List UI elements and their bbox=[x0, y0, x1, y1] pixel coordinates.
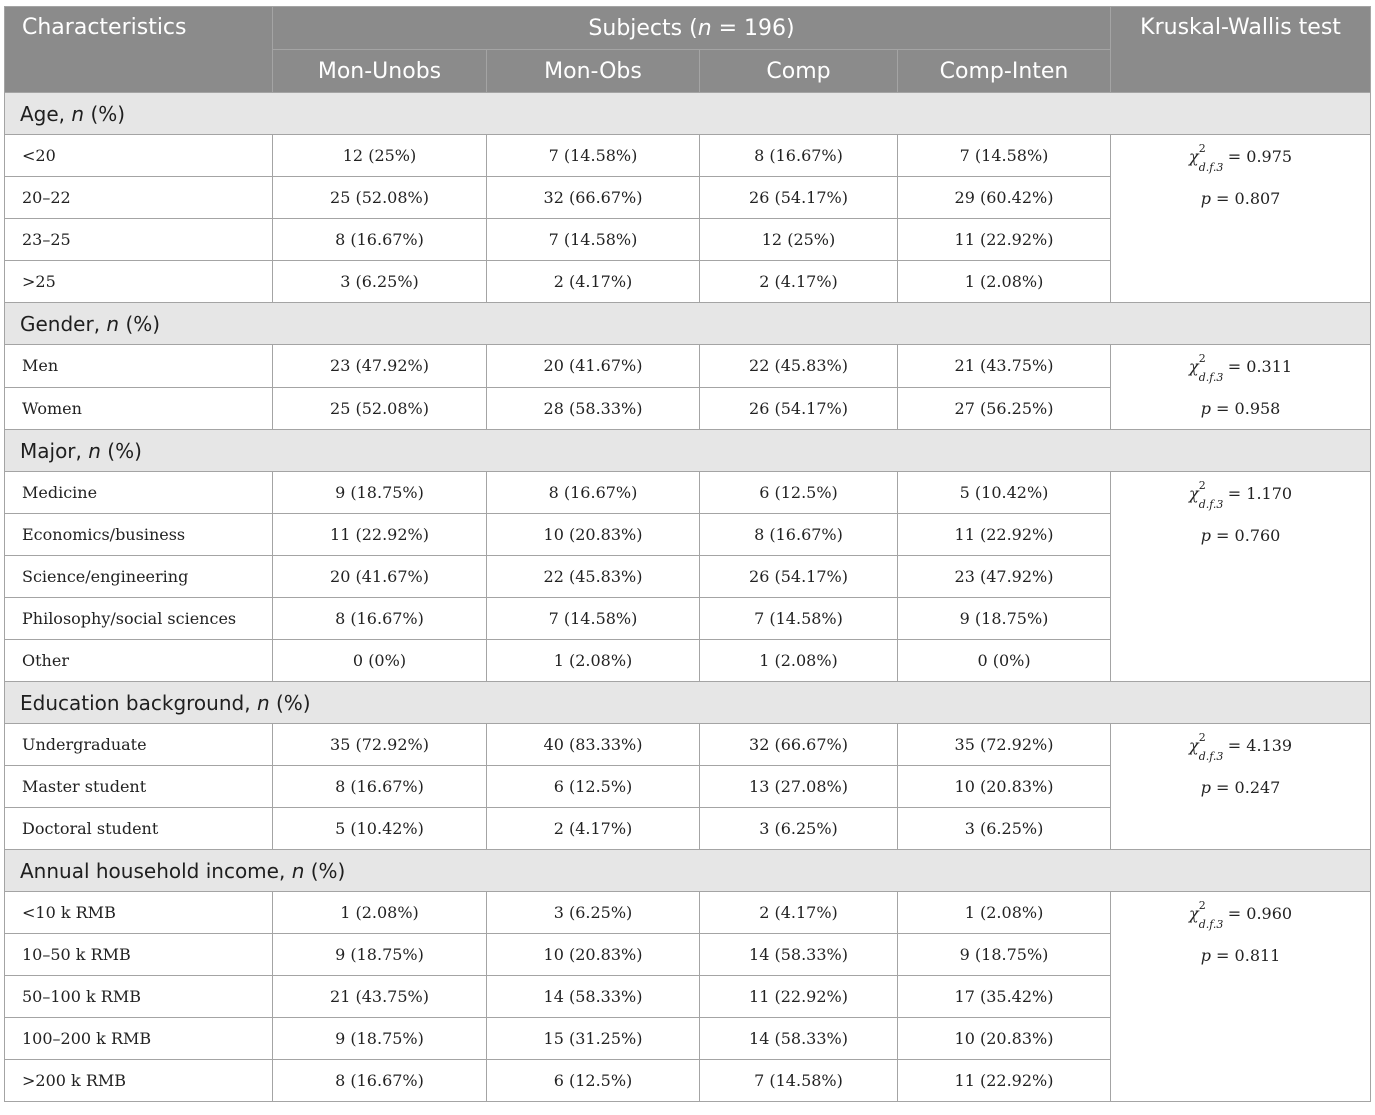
cell-value: 11 (22.92%) bbox=[898, 514, 1111, 556]
cell-value: 25 (52.08%) bbox=[273, 387, 487, 430]
cell-value: 22 (45.83%) bbox=[487, 556, 700, 598]
cell-value: 8 (16.67%) bbox=[487, 472, 700, 514]
characteristics-header: Characteristics bbox=[5, 7, 273, 93]
cell-value: 10 (20.83%) bbox=[487, 934, 700, 976]
section-header-row bbox=[5, 93, 1371, 135]
section-title-suffix: (%) bbox=[100, 438, 142, 463]
cell-value: 11 (22.92%) bbox=[700, 976, 898, 1018]
subjects-n: n bbox=[697, 15, 712, 41]
cell-value: 3 (6.25%) bbox=[700, 808, 898, 850]
cell-value: 29 (60.42%) bbox=[898, 177, 1111, 219]
chi-subscript: d.f.3 bbox=[1198, 749, 1224, 763]
chi-superscript: 2 bbox=[1198, 730, 1206, 744]
chi-square-statistic bbox=[1111, 135, 1370, 177]
p-value-number: = 0.811 bbox=[1210, 946, 1281, 965]
p-value-number: = 0.760 bbox=[1210, 526, 1281, 545]
chi-symbol: χ bbox=[1189, 357, 1199, 376]
p-label: p bbox=[1200, 946, 1211, 965]
cell-value: 27 (56.25%) bbox=[898, 387, 1111, 430]
cell-value: 12 (25%) bbox=[273, 135, 487, 177]
row-label: Other bbox=[5, 640, 273, 682]
chi-value: = 0.311 bbox=[1222, 357, 1293, 376]
section-title-n: n bbox=[88, 438, 101, 463]
row-label: 20–22 bbox=[5, 177, 273, 219]
cell-value: 26 (54.17%) bbox=[700, 387, 898, 430]
section-header-row bbox=[5, 850, 1371, 892]
p-label: p bbox=[1200, 399, 1211, 418]
chi-subscript: d.f.3 bbox=[1198, 917, 1224, 931]
chi-square-statistic bbox=[1111, 472, 1370, 514]
cell-value: 9 (18.75%) bbox=[273, 1018, 487, 1060]
group-header-comp: Comp bbox=[700, 50, 898, 93]
chi-square-statistic bbox=[1111, 345, 1370, 387]
cell-value: 20 (41.67%) bbox=[487, 345, 700, 388]
chi-superscript: 2 bbox=[1198, 478, 1206, 492]
kruskal-wallis-result bbox=[1111, 345, 1371, 430]
cell-value: 23 (47.92%) bbox=[273, 345, 487, 388]
p-value bbox=[1111, 387, 1370, 429]
cell-value: 5 (10.42%) bbox=[273, 808, 487, 850]
chi-square-statistic bbox=[1111, 724, 1370, 766]
row-label: Master student bbox=[5, 766, 273, 808]
row-label: Doctoral student bbox=[5, 808, 273, 850]
cell-value: 3 (6.25%) bbox=[487, 892, 700, 934]
section-title-suffix: (%) bbox=[269, 690, 311, 715]
kruskal-wallis-result bbox=[1111, 892, 1371, 1102]
cell-value: 40 (83.33%) bbox=[487, 724, 700, 766]
cell-value: 11 (22.92%) bbox=[898, 219, 1111, 261]
cell-value: 26 (54.17%) bbox=[700, 556, 898, 598]
section-title bbox=[5, 682, 1371, 724]
kruskal-wallis-result bbox=[1111, 472, 1371, 682]
chi-value: = 0.975 bbox=[1222, 147, 1293, 166]
cell-value: 28 (58.33%) bbox=[487, 387, 700, 430]
chi-value: = 0.960 bbox=[1222, 904, 1293, 923]
row-label: 23–25 bbox=[5, 219, 273, 261]
row-label: 50–100 k RMB bbox=[5, 976, 273, 1018]
kruskal-wallis-result bbox=[1111, 135, 1371, 303]
cell-value: 10 (20.83%) bbox=[898, 1018, 1111, 1060]
cell-value: 8 (16.67%) bbox=[273, 766, 487, 808]
cell-value: 9 (18.75%) bbox=[898, 598, 1111, 640]
section-title bbox=[5, 430, 1371, 472]
cell-value: 1 (2.08%) bbox=[487, 640, 700, 682]
table-row bbox=[5, 724, 1371, 766]
section-title-n: n bbox=[291, 858, 305, 883]
cell-value: 7 (14.58%) bbox=[898, 135, 1111, 177]
cell-value: 1 (2.08%) bbox=[273, 892, 487, 934]
cell-value: 2 (4.17%) bbox=[487, 261, 700, 303]
section-title-prefix: Age, bbox=[20, 101, 72, 126]
cell-value: 14 (58.33%) bbox=[700, 1018, 898, 1060]
cell-value: 13 (27.08%) bbox=[700, 766, 898, 808]
kruskal-wallis-header: Kruskal-Wallis test bbox=[1111, 7, 1371, 93]
cell-value: 5 (10.42%) bbox=[898, 472, 1111, 514]
cell-value: 11 (22.92%) bbox=[273, 514, 487, 556]
cell-value: 9 (18.75%) bbox=[273, 472, 487, 514]
p-value bbox=[1111, 766, 1370, 808]
row-label: <20 bbox=[5, 135, 273, 177]
row-label: Men bbox=[5, 345, 273, 388]
section-title-prefix: Annual household income, bbox=[20, 858, 292, 883]
cell-value: 25 (52.08%) bbox=[273, 177, 487, 219]
cell-value: 20 (41.67%) bbox=[273, 556, 487, 598]
cell-value: 10 (20.83%) bbox=[898, 766, 1111, 808]
cell-value: 32 (66.67%) bbox=[487, 177, 700, 219]
table-row bbox=[5, 345, 1371, 388]
cell-value: 9 (18.75%) bbox=[898, 934, 1111, 976]
cell-value: 8 (16.67%) bbox=[273, 598, 487, 640]
p-label: p bbox=[1200, 526, 1211, 545]
cell-value: 7 (14.58%) bbox=[487, 219, 700, 261]
row-label: Women bbox=[5, 387, 273, 430]
cell-value: 7 (14.58%) bbox=[487, 598, 700, 640]
cell-value: 1 (2.08%) bbox=[898, 892, 1111, 934]
cell-value: 11 (22.92%) bbox=[898, 1060, 1111, 1102]
row-label: >25 bbox=[5, 261, 273, 303]
chi-subscript: d.f.3 bbox=[1198, 370, 1224, 384]
cell-value: 22 (45.83%) bbox=[700, 345, 898, 388]
section-header-row bbox=[5, 682, 1371, 724]
p-label: p bbox=[1200, 778, 1211, 797]
section-title-prefix: Education background, bbox=[20, 690, 257, 715]
cell-value: 26 (54.17%) bbox=[700, 177, 898, 219]
chi-symbol: χ bbox=[1189, 147, 1199, 166]
row-label: Science/engineering bbox=[5, 556, 273, 598]
cell-value: 35 (72.92%) bbox=[898, 724, 1111, 766]
cell-value: 6 (12.5%) bbox=[700, 472, 898, 514]
cell-value: 7 (14.58%) bbox=[487, 135, 700, 177]
table-row bbox=[5, 472, 1371, 514]
chi-superscript: 2 bbox=[1198, 141, 1206, 155]
cell-value: 14 (58.33%) bbox=[487, 976, 700, 1018]
group-header-comp-inten: Comp-Inten bbox=[898, 50, 1111, 93]
p-label: p bbox=[1200, 189, 1211, 208]
chi-symbol: χ bbox=[1189, 904, 1199, 923]
section-title-prefix: Gender, bbox=[20, 311, 107, 336]
chi-superscript: 2 bbox=[1198, 351, 1206, 365]
cell-value: 1 (2.08%) bbox=[898, 261, 1111, 303]
p-value bbox=[1111, 514, 1370, 556]
section-header-row bbox=[5, 430, 1371, 472]
cell-value: 10 (20.83%) bbox=[487, 514, 700, 556]
table-header bbox=[5, 7, 1371, 93]
table-row bbox=[5, 892, 1371, 934]
cell-value: 3 (6.25%) bbox=[898, 808, 1111, 850]
row-label: 100–200 k RMB bbox=[5, 1018, 273, 1060]
section-header-row bbox=[5, 303, 1371, 345]
cell-value: 8 (16.67%) bbox=[273, 219, 487, 261]
section-title-n: n bbox=[71, 101, 85, 126]
cell-value: 12 (25%) bbox=[700, 219, 898, 261]
p-value-number: = 0.247 bbox=[1210, 778, 1281, 797]
cell-value: 14 (58.33%) bbox=[700, 934, 898, 976]
section-title-n: n bbox=[106, 311, 120, 336]
chi-value: = 1.170 bbox=[1222, 484, 1293, 503]
row-label: Medicine bbox=[5, 472, 273, 514]
row-label: Economics/business bbox=[5, 514, 273, 556]
cell-value: 35 (72.92%) bbox=[273, 724, 487, 766]
cell-value: 17 (35.42%) bbox=[898, 976, 1111, 1018]
section-title-suffix: (%) bbox=[304, 858, 346, 883]
section-title-suffix: (%) bbox=[84, 101, 126, 126]
chi-symbol: χ bbox=[1189, 484, 1199, 503]
table-body bbox=[5, 93, 1371, 1102]
chi-subscript: d.f.3 bbox=[1198, 160, 1224, 174]
chi-subscript: d.f.3 bbox=[1198, 497, 1224, 511]
section-title bbox=[5, 850, 1371, 892]
subjects-prefix: Subjects ( bbox=[588, 15, 698, 41]
cell-value: 6 (12.5%) bbox=[487, 766, 700, 808]
cell-value: 8 (16.67%) bbox=[273, 1060, 487, 1102]
cell-value: 1 (2.08%) bbox=[700, 640, 898, 682]
section-title bbox=[5, 93, 1371, 135]
p-value bbox=[1111, 934, 1370, 976]
demographics-table bbox=[4, 6, 1371, 1102]
section-title-prefix: Major, bbox=[20, 438, 89, 463]
cell-value: 2 (4.17%) bbox=[487, 808, 700, 850]
p-value-number: = 0.958 bbox=[1210, 399, 1281, 418]
row-label: Philosophy/social sciences bbox=[5, 598, 273, 640]
p-value-number: = 0.807 bbox=[1210, 189, 1281, 208]
section-title bbox=[5, 303, 1371, 345]
cell-value: 7 (14.58%) bbox=[700, 1060, 898, 1102]
cell-value: 23 (47.92%) bbox=[898, 556, 1111, 598]
subjects-header bbox=[273, 7, 1111, 50]
row-label: Undergraduate bbox=[5, 724, 273, 766]
row-label: <10 k RMB bbox=[5, 892, 273, 934]
chi-square-statistic bbox=[1111, 892, 1370, 934]
cell-value: 3 (6.25%) bbox=[273, 261, 487, 303]
table-row bbox=[5, 135, 1371, 177]
cell-value: 2 (4.17%) bbox=[700, 261, 898, 303]
chi-symbol: χ bbox=[1189, 736, 1199, 755]
cell-value: 21 (43.75%) bbox=[273, 976, 487, 1018]
cell-value: 32 (66.67%) bbox=[700, 724, 898, 766]
section-title-n: n bbox=[256, 690, 270, 715]
cell-value: 2 (4.17%) bbox=[700, 892, 898, 934]
cell-value: 0 (0%) bbox=[273, 640, 487, 682]
group-header-mon-obs: Mon-Obs bbox=[487, 50, 700, 93]
cell-value: 6 (12.5%) bbox=[487, 1060, 700, 1102]
p-value bbox=[1111, 177, 1370, 219]
subjects-suffix: = 196) bbox=[711, 15, 795, 41]
kruskal-wallis-result bbox=[1111, 724, 1371, 850]
row-label: >200 k RMB bbox=[5, 1060, 273, 1102]
section-title-suffix: (%) bbox=[119, 311, 161, 336]
cell-value: 9 (18.75%) bbox=[273, 934, 487, 976]
cell-value: 7 (14.58%) bbox=[700, 598, 898, 640]
chi-value: = 4.139 bbox=[1222, 736, 1293, 755]
cell-value: 8 (16.67%) bbox=[700, 514, 898, 556]
chi-superscript: 2 bbox=[1198, 898, 1206, 912]
row-label: 10–50 k RMB bbox=[5, 934, 273, 976]
group-header-mon-unobs: Mon-Unobs bbox=[273, 50, 487, 93]
cell-value: 21 (43.75%) bbox=[898, 345, 1111, 388]
cell-value: 0 (0%) bbox=[898, 640, 1111, 682]
cell-value: 8 (16.67%) bbox=[700, 135, 898, 177]
cell-value: 15 (31.25%) bbox=[487, 1018, 700, 1060]
